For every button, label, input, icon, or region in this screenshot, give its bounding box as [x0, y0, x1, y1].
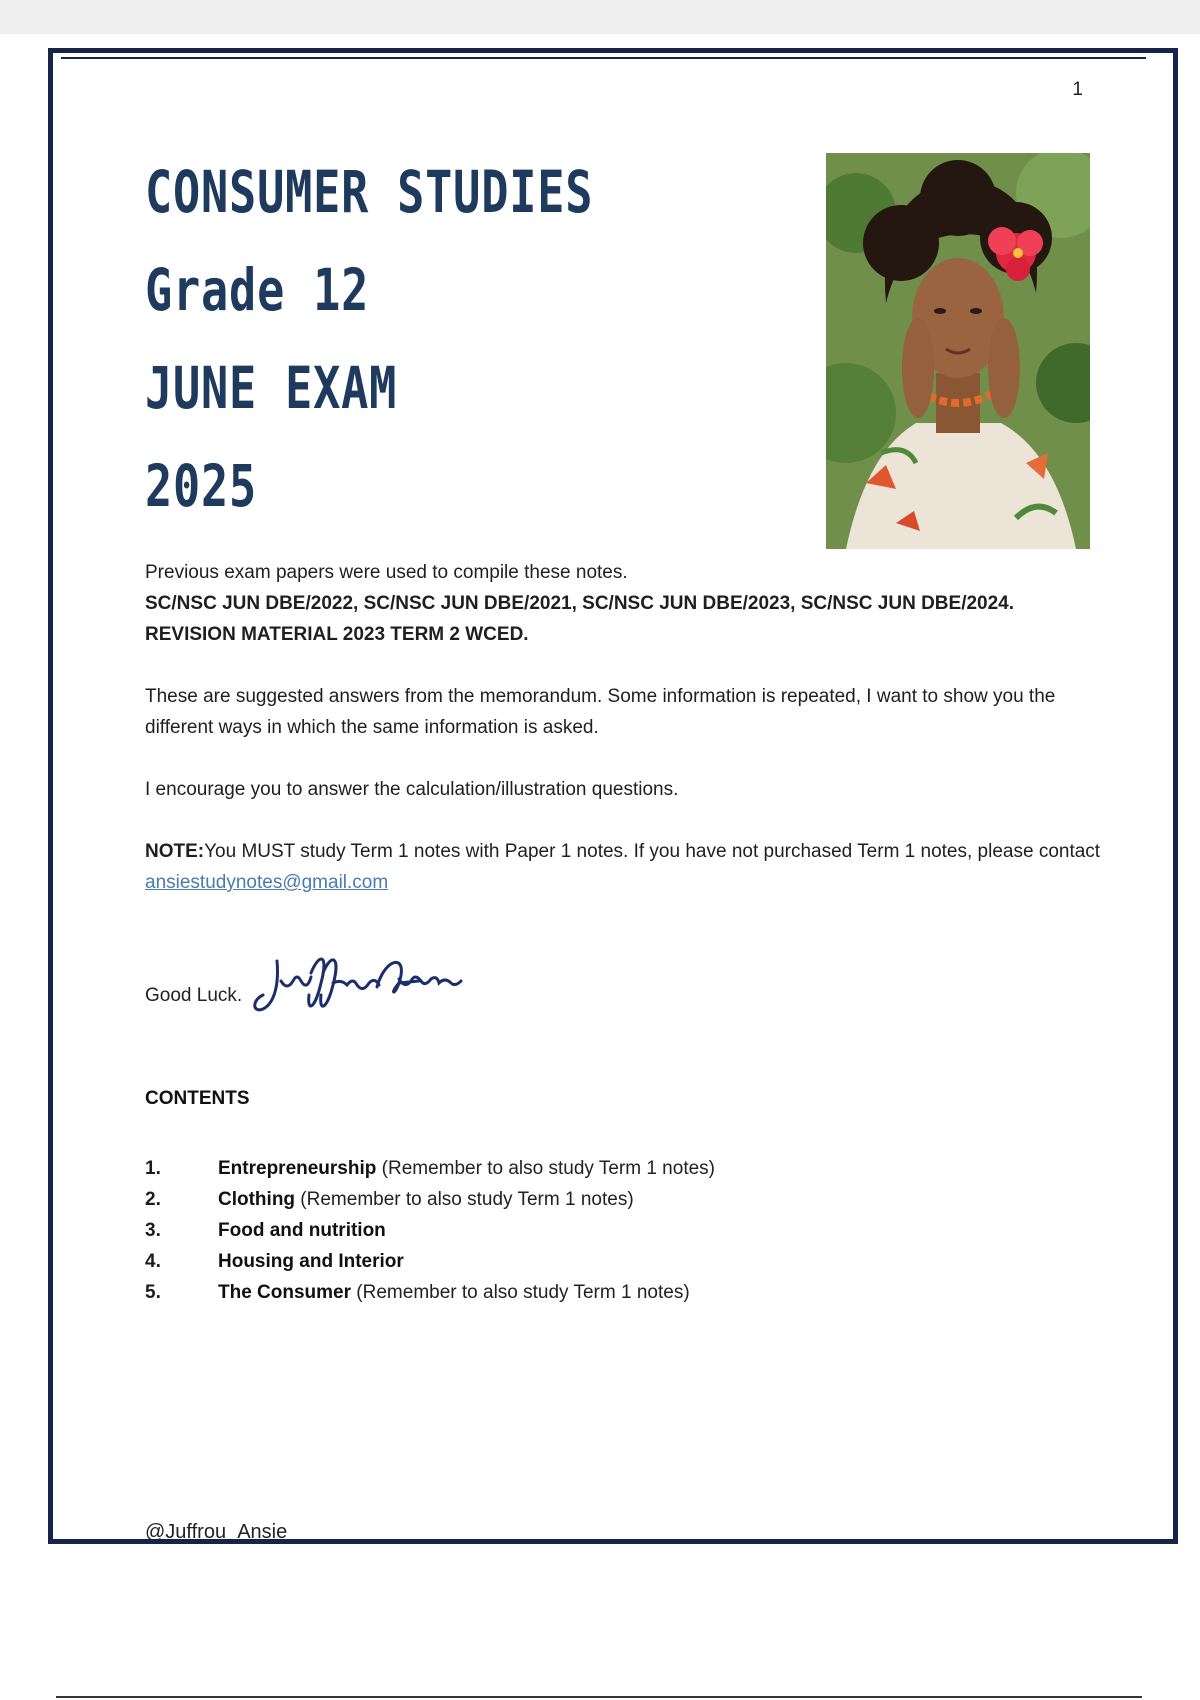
title-exam: JUNE EXAM — [145, 354, 398, 422]
next-page-rule — [56, 1696, 1142, 1698]
viewer-top-strip — [0, 0, 1200, 34]
list-item: 4. Housing and Interior — [145, 1251, 404, 1272]
handwritten-signature — [249, 943, 499, 1023]
good-luck-text: Good Luck. — [145, 985, 243, 1006]
contents-heading: CONTENTS — [145, 1088, 250, 1109]
note-text: You MUST study Term 1 notes with Paper 1 notes. If you have not purchased Term 1 notes, please contact — [204, 841, 1101, 862]
signoff — [145, 943, 645, 1023]
title-year: 2025 — [145, 452, 258, 520]
list-item: 5. The Consumer (Remember to also study Term 1 notes) — [145, 1282, 690, 1303]
portrait-photo-icon — [826, 153, 1090, 549]
memo-note: These are suggested answers from the memorandum. Some information is repeated, I want to show you the different ways in which the same information is asked. — [145, 686, 1056, 738]
contents-list — [145, 1153, 1045, 1308]
page-number: 1 — [1072, 79, 1083, 100]
list-item: 3. Food and nutrition — [145, 1220, 386, 1241]
document-page — [48, 48, 1178, 1544]
intro-section — [145, 557, 1105, 898]
sources-list: SC/NSC JUN DBE/2022, SC/NSC JUN DBE/2021, SC/NSC JUN DBE/2023, SC/NSC JUN DBE/2024. REVISION MATERIAL 2023 TERM 2 WCED. — [145, 593, 1015, 645]
email-link[interactable]: ansiestudynotes@gmail.com — [145, 872, 389, 893]
cover-photo — [826, 153, 1090, 549]
encourage-note: I encourage you to answer the calculation/illustration questions. — [145, 779, 679, 800]
title-subject: CONSUMER STUDIES — [145, 158, 594, 226]
sources-lead: Previous exam papers were used to compile these notes. — [145, 562, 628, 583]
title-grade: Grade 12 — [145, 256, 370, 324]
list-item: 1. Entrepreneurship (Remember to also study Term 1 notes) — [145, 1158, 715, 1179]
title-block — [145, 143, 765, 535]
note-paragraph — [145, 836, 1105, 898]
author-handle: @Juffrou_Ansie — [145, 1521, 288, 1543]
note-label: NOTE: — [145, 841, 205, 862]
header-rule — [61, 57, 1146, 59]
list-item: 2. Clothing (Remember to also study Term 1 notes) — [145, 1189, 634, 1210]
